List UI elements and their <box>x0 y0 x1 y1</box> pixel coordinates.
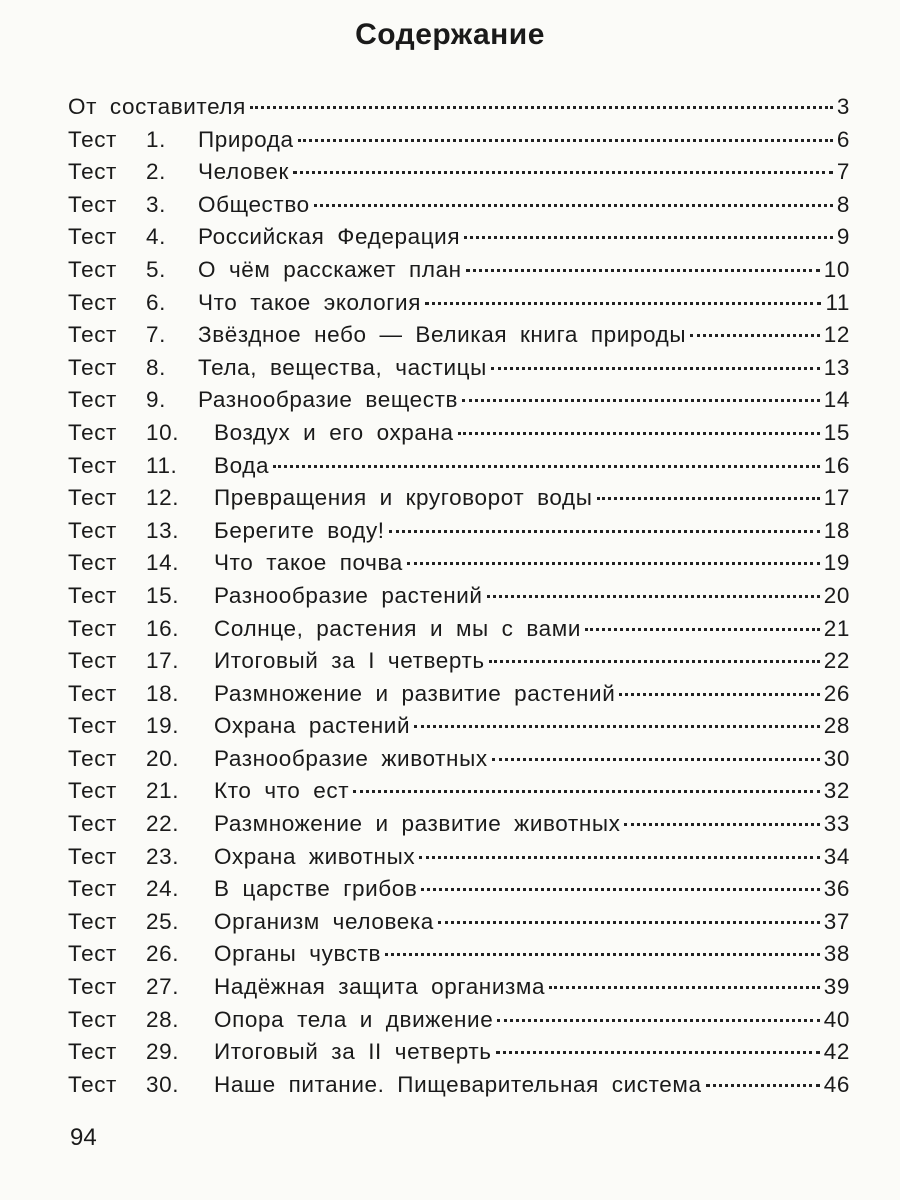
toc-entry-page: 3 <box>836 94 850 119</box>
toc-entry-number: 6. <box>146 289 166 315</box>
toc-entry <box>68 648 850 681</box>
toc-entry-label: Тест <box>68 224 117 250</box>
toc-entry-label: Тест <box>68 1006 117 1032</box>
toc-entry-label: Тест <box>68 778 117 804</box>
dot-leader <box>624 823 819 826</box>
toc-entry-number: 20. <box>146 745 180 771</box>
dot-leader <box>419 856 820 859</box>
toc-entry <box>68 844 850 877</box>
toc-entry <box>68 746 850 779</box>
toc-entry-title: Общество <box>198 191 310 217</box>
toc-entry <box>68 159 850 192</box>
toc-entry-label: Тест <box>68 191 117 217</box>
toc-entry <box>68 811 850 844</box>
toc-entry <box>68 550 850 583</box>
toc-entry-number: 18. <box>146 680 180 706</box>
toc-entry <box>68 713 850 746</box>
toc-entry-page: 42 <box>823 1039 850 1065</box>
toc-entry-label: Тест <box>68 256 117 282</box>
toc-entry-page: 8 <box>836 191 850 217</box>
toc-entry-number: 21. <box>146 778 180 804</box>
toc-entry-title: В царстве грибов <box>214 876 418 902</box>
toc-entry-label: Тест <box>68 1039 117 1065</box>
toc-entry-page: 13 <box>823 354 850 380</box>
toc-entry-page: 16 <box>823 452 850 478</box>
toc-entry <box>68 909 850 942</box>
toc-entry-label: Тест <box>68 1071 117 1097</box>
toc-entry-number: 19. <box>146 713 180 739</box>
toc-entry-page: 10 <box>823 256 850 282</box>
dot-leader <box>293 171 833 174</box>
toc-entry-title: О чём расскажет план <box>198 256 462 282</box>
toc-entry-page: 21 <box>823 615 850 641</box>
dot-leader <box>458 432 820 435</box>
toc-entry-number: 29. <box>146 1039 180 1065</box>
toc-entry-page: 22 <box>823 648 850 674</box>
toc-entry-number: 4. <box>146 224 166 250</box>
toc-entry-label: Тест <box>68 289 117 315</box>
toc-entry-label: Тест <box>68 843 117 869</box>
toc-entry-page: 36 <box>823 876 850 902</box>
toc-entry-label: Тест <box>68 648 117 674</box>
toc-entry <box>68 420 850 453</box>
toc-entry-number: 1. <box>146 126 166 152</box>
toc-entry-title: Солнце, растения и мы с вами <box>214 615 582 641</box>
dot-leader <box>298 139 833 142</box>
page-number: 94 <box>70 1124 97 1151</box>
toc-entry-label: Тест <box>68 908 117 934</box>
dot-leader <box>389 530 820 533</box>
page-title: Содержание <box>355 18 545 51</box>
toc-entry-title: Кто что ест <box>214 778 350 804</box>
dot-leader <box>492 758 820 761</box>
toc-entry-title: Разнообразие веществ <box>198 387 459 413</box>
toc-entry-label: Тест <box>68 452 117 478</box>
dot-leader <box>466 269 820 272</box>
toc-entry <box>68 1072 850 1105</box>
toc-entry-title: Природа <box>198 126 294 152</box>
toc-entry-label: Тест <box>68 680 117 706</box>
dot-leader <box>385 953 820 956</box>
toc-entry-title: Что такое почва <box>214 550 403 576</box>
toc-entry-title: Вода <box>214 452 270 478</box>
toc-entry <box>68 583 850 616</box>
toc-entry-label: Тест <box>68 354 117 380</box>
toc-entry-page: 34 <box>823 843 850 869</box>
toc-entry-number: 8. <box>146 354 166 380</box>
toc-entry-number: 2. <box>146 159 166 185</box>
dot-leader <box>597 497 820 500</box>
toc-entry-number: 25. <box>146 908 180 934</box>
toc-entry <box>68 518 850 551</box>
toc-entry-title: Воздух и его охрана <box>214 419 454 445</box>
dot-leader <box>549 986 820 989</box>
toc-entry-label: Тест <box>68 485 117 511</box>
dot-leader <box>353 790 820 793</box>
toc-entry-number: 24. <box>146 876 180 902</box>
toc-entry-title: Российская Федерация <box>198 224 461 250</box>
dot-leader <box>421 888 819 891</box>
toc-entry-number: 9. <box>146 387 166 413</box>
toc-entry <box>68 876 850 909</box>
toc-entry-number: 27. <box>146 974 180 1000</box>
toc-entry <box>68 681 850 714</box>
toc-entry-page: 28 <box>823 713 850 739</box>
toc-entry <box>68 387 850 420</box>
dot-leader <box>487 595 820 598</box>
toc-entry-title: Разнообразие растений <box>214 582 483 608</box>
toc-entry-title: Охрана растений <box>214 713 411 739</box>
toc-entry-page: 40 <box>823 1006 850 1032</box>
toc-entry-label: Тест <box>68 322 117 348</box>
toc-entry-title: Тела, вещества, частицы <box>198 354 487 380</box>
toc-entry-page: 7 <box>836 159 850 185</box>
toc-entry-label: Тест <box>68 811 117 837</box>
dot-leader <box>496 1051 820 1054</box>
toc-entry-number: 10. <box>146 419 180 445</box>
toc-entry-label: Тест <box>68 876 117 902</box>
toc-entry-page: 20 <box>823 582 850 608</box>
toc-entry-number: 30. <box>146 1071 180 1097</box>
toc-entry-page: 46 <box>823 1071 850 1097</box>
toc-entry-label: Тест <box>68 517 117 543</box>
toc-entry <box>68 355 850 388</box>
toc-entry-title: Размножение и развитие растений <box>214 680 616 706</box>
toc-entry <box>68 127 850 160</box>
toc-entry-label: Тест <box>68 387 117 413</box>
toc-entry-number: 11. <box>146 452 178 478</box>
toc-entry-label: Тест <box>68 550 117 576</box>
toc-entry-title: Разнообразие животных <box>214 745 488 771</box>
dot-leader <box>425 302 821 305</box>
toc-entry <box>68 322 850 355</box>
toc-entry-number: 23. <box>146 843 180 869</box>
toc-entry-number: 7. <box>146 322 166 348</box>
toc-entry-title: Человек <box>198 159 289 185</box>
toc-entry-page: 39 <box>823 974 850 1000</box>
toc-entry-title: Размножение и развитие животных <box>214 811 621 837</box>
dot-leader <box>314 204 833 207</box>
toc-entry-number: 3. <box>146 191 166 217</box>
toc-entry-label: Тест <box>68 419 117 445</box>
toc-entry-label: Тест <box>68 713 117 739</box>
toc-entry-label: Тест <box>68 615 117 641</box>
toc-entry <box>68 453 850 486</box>
toc-entry <box>68 974 850 1007</box>
table-of-contents <box>68 94 850 1104</box>
toc-entry-number: 16. <box>146 615 180 641</box>
toc-entry-page: 19 <box>823 550 850 576</box>
toc-entry <box>68 290 850 323</box>
toc-entry-page: 30 <box>823 745 850 771</box>
toc-entry-page: 9 <box>836 224 850 250</box>
toc-entry-title: Надёжная защита организма <box>214 974 546 1000</box>
toc-entry-title: Итоговый за II четверть <box>214 1039 492 1065</box>
toc-entry-number: 14. <box>146 550 180 576</box>
dot-leader <box>273 465 820 468</box>
dot-leader <box>690 334 820 337</box>
toc-entry-label: Тест <box>68 159 117 185</box>
toc-entry-number: 17. <box>146 648 180 674</box>
toc-entry-page: 17 <box>823 485 850 511</box>
toc-entry <box>68 616 850 649</box>
toc-entry-number: 5. <box>146 256 166 282</box>
toc-entry <box>68 1039 850 1072</box>
toc-entry <box>68 257 850 290</box>
toc-entry-page: 18 <box>823 517 850 543</box>
toc-entry-page: 33 <box>823 811 850 837</box>
dot-leader <box>497 1019 819 1022</box>
dot-leader <box>491 367 820 370</box>
toc-entry-page: 11 <box>825 289 850 315</box>
toc-entry-label: Тест <box>68 745 117 771</box>
dot-leader <box>619 693 819 696</box>
toc-entry-page: 37 <box>823 908 850 934</box>
dot-leader <box>438 921 820 924</box>
toc-entry-label: Тест <box>68 582 117 608</box>
toc-entry-page: 32 <box>823 778 850 804</box>
toc-entry-page: 14 <box>823 387 850 413</box>
toc-entry-number: 22. <box>146 811 180 837</box>
toc-entry-number: 28. <box>146 1006 180 1032</box>
toc-entry-title: Берегите воду! <box>214 517 385 543</box>
toc-entry-page: 15 <box>823 419 850 445</box>
toc-entry-page: 26 <box>823 680 850 706</box>
toc-entry-label: Тест <box>68 974 117 1000</box>
dot-leader <box>489 660 820 663</box>
toc-entry-title: Что такое экология <box>198 289 422 315</box>
toc-entry <box>68 778 850 811</box>
toc-entry-title: Охрана животных <box>214 843 416 869</box>
dot-leader <box>585 628 820 631</box>
dot-leader <box>464 236 833 239</box>
toc-entry-label: Тест <box>68 941 117 967</box>
toc-entry-number: 15. <box>146 582 180 608</box>
toc-entry <box>68 941 850 974</box>
toc-entry <box>68 224 850 257</box>
toc-entry <box>68 1007 850 1040</box>
toc-entry-title: Итоговый за I четверть <box>214 648 485 674</box>
toc-entry <box>68 485 850 518</box>
toc-entry-title: Наше питание. Пищеварительная система <box>214 1071 702 1097</box>
toc-entry-title: Организм человека <box>214 908 434 934</box>
dot-leader <box>462 399 820 402</box>
toc-entry-title: От составителя <box>68 94 246 119</box>
dot-leader <box>414 725 820 728</box>
toc-entry-title: Звёздное небо — Великая книга природы <box>198 322 687 348</box>
toc-entry-title: Органы чувств <box>214 941 382 967</box>
toc-entry-label: Тест <box>68 126 117 152</box>
toc-entry-number: 26. <box>146 941 180 967</box>
dot-leader <box>706 1084 820 1087</box>
toc-entry-page: 38 <box>823 941 850 967</box>
dot-leader <box>250 106 833 109</box>
toc-entry <box>68 192 850 225</box>
toc-entry-page: 6 <box>836 126 850 152</box>
toc-entry-number: 13. <box>146 517 180 543</box>
toc-entry-title: Превращения и круговорот воды <box>214 485 593 511</box>
toc-entry-title: Опора тела и движение <box>214 1006 494 1032</box>
toc-entry-number: 12. <box>146 485 180 511</box>
dot-leader <box>407 562 820 565</box>
toc-entry-page: 12 <box>823 322 850 348</box>
toc-entry-preface <box>68 94 850 127</box>
